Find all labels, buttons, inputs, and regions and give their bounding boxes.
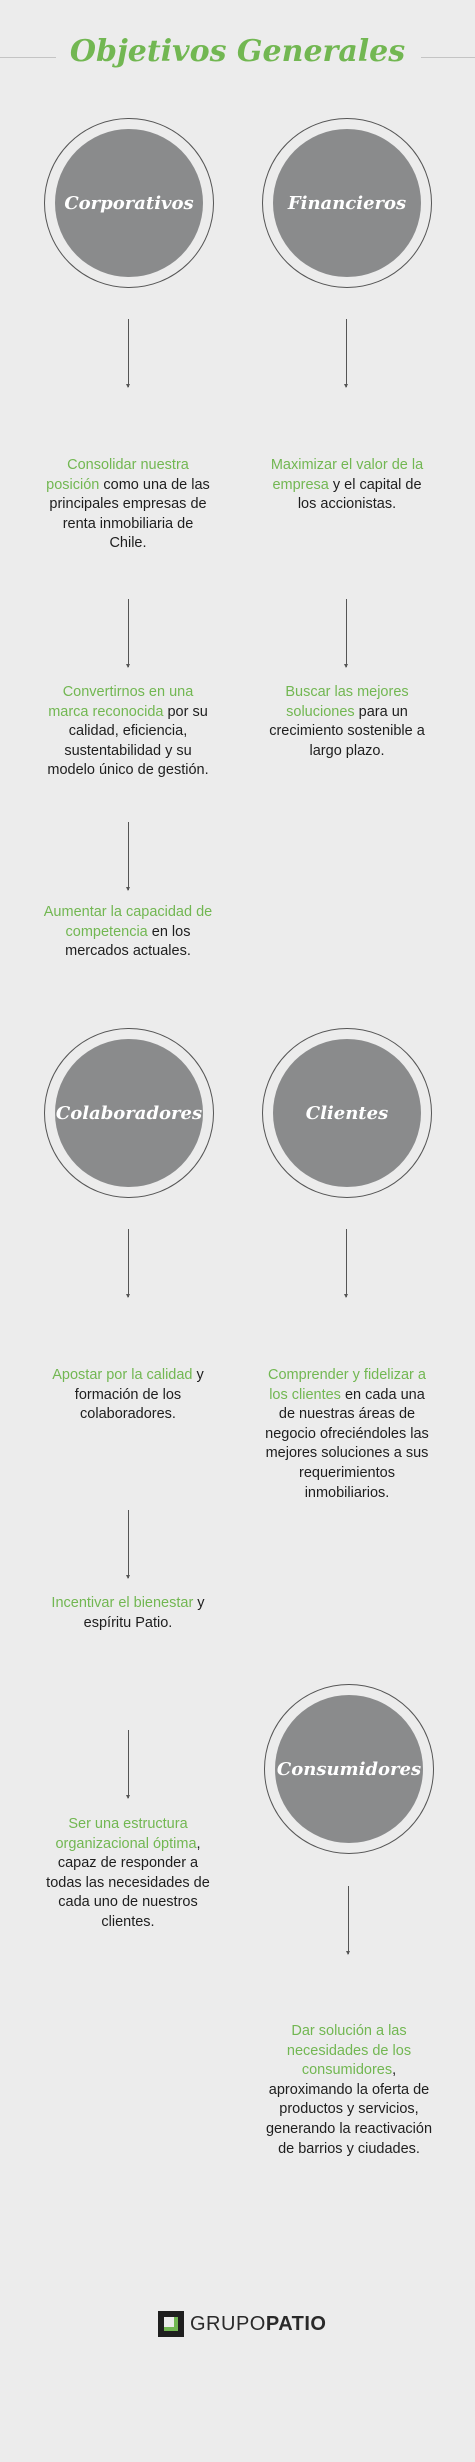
objective-corp-1-highlight: Consolidar nuestra posición: [46, 457, 189, 493]
grupo-patio-logo: [158, 2309, 327, 2339]
circle-consumidores-fill: [275, 1695, 423, 1843]
objective-corp-1: [43, 456, 213, 554]
circle-colaboradores-fill: [55, 1039, 203, 1187]
label-clientes: Clientes: [305, 1102, 389, 1124]
circle-consumidores: [264, 1684, 434, 1854]
arrow-col-1: [128, 1229, 129, 1297]
label-financieros: Financieros: [287, 192, 407, 214]
label-consumidores: Consumidores: [276, 1758, 422, 1780]
arrow-corp-2: [128, 599, 129, 667]
objective-fin-2-text: para un crecimiento sostenible a largo plazo.: [269, 703, 425, 759]
objective-corp-2: [43, 683, 213, 781]
objective-fin-2: [262, 683, 432, 761]
objective-corp-2-text: por su calidad, eficiencia, sustentabilidad y su modelo único de gestión.: [47, 703, 209, 779]
circle-clientes-fill: [273, 1039, 421, 1187]
objective-fin-1: [262, 456, 432, 515]
arrow-col-3: [128, 1730, 129, 1798]
arrow-fin-1: [346, 319, 347, 387]
objective-corp-3-highlight: Aumentar la capacidad de competencia: [43, 904, 213, 940]
arrow-corp-3: [128, 822, 129, 890]
objective-col-1: [43, 1366, 213, 1425]
circle-financieros: [262, 118, 432, 288]
objective-fin-2-highlight: Buscar las mejores soluciones: [285, 684, 409, 720]
objective-col-2: [43, 1594, 213, 1633]
objective-col-3: [43, 1815, 213, 1933]
objective-col-3-text: , capaz de responder a todas las necesidades de cada uno de nuestros clientes.: [46, 1835, 210, 1930]
objective-cli-1-highlight: Comprender y fidelizar a los clientes: [268, 1367, 426, 1403]
circle-colaboradores: [44, 1028, 214, 1198]
arrow-corp-1: [128, 319, 129, 387]
objective-cli-1: [262, 1366, 432, 1503]
circle-financieros-fill: [273, 129, 421, 277]
circle-clientes: [262, 1028, 432, 1198]
arrow-con-1: [348, 1886, 349, 1954]
objective-col-2-highlight: Incentivar el bienestar: [51, 1595, 194, 1611]
label-colaboradores: Colaboradores: [55, 1102, 203, 1124]
arrow-cli-1: [346, 1229, 347, 1297]
logo-mark-icon: [158, 2311, 184, 2337]
page-title: Objetivos Generales: [69, 34, 406, 69]
label-corporativos: Corporativos: [64, 192, 194, 214]
objective-col-1-text: y formación de los colaboradores.: [74, 1367, 204, 1423]
arrow-col-2: [128, 1510, 129, 1578]
objective-col-1-highlight: Apostar por la calidad: [52, 1367, 193, 1383]
objective-corp-1-text: como una de las principales empresas de renta inmobiliaria de Chile.: [49, 476, 210, 552]
objective-col-3-highlight: Ser una estructura organizacional óptima: [55, 1816, 197, 1852]
arrow-fin-2: [346, 599, 347, 667]
objective-con-1: [264, 2022, 434, 2159]
objective-con-1-highlight: Dar solución a las necesidades de los consumidores: [286, 2023, 412, 2079]
logo-patio-text: PATIO: [265, 2312, 327, 2335]
objective-corp-3: [43, 903, 213, 962]
objective-cli-1-text: en cada una de nuestras áreas de negocio ofreciéndoles las mejores soluciones a sus requerimientos inmobiliarios.: [265, 1386, 429, 1501]
objective-col-2-text: y espíritu Patio.: [83, 1595, 205, 1631]
circle-corporativos: [44, 118, 214, 288]
circle-corporativos-fill: [55, 129, 203, 277]
objective-corp-2-highlight: Convertirnos en una marca reconocida: [48, 684, 194, 720]
objective-fin-1-highlight: Maximizar el valor de la empresa: [270, 457, 424, 493]
logo-grupo-text: GRUPO: [190, 2312, 266, 2335]
objective-con-1-text: , aproximando la oferta de productos y servicios, generando la reactivación de barrios y ciudades.: [265, 2062, 433, 2157]
objective-fin-1-text: y el capital de los accionistas.: [297, 476, 422, 513]
objective-corp-3-text: en los mercados actuales.: [65, 923, 191, 960]
